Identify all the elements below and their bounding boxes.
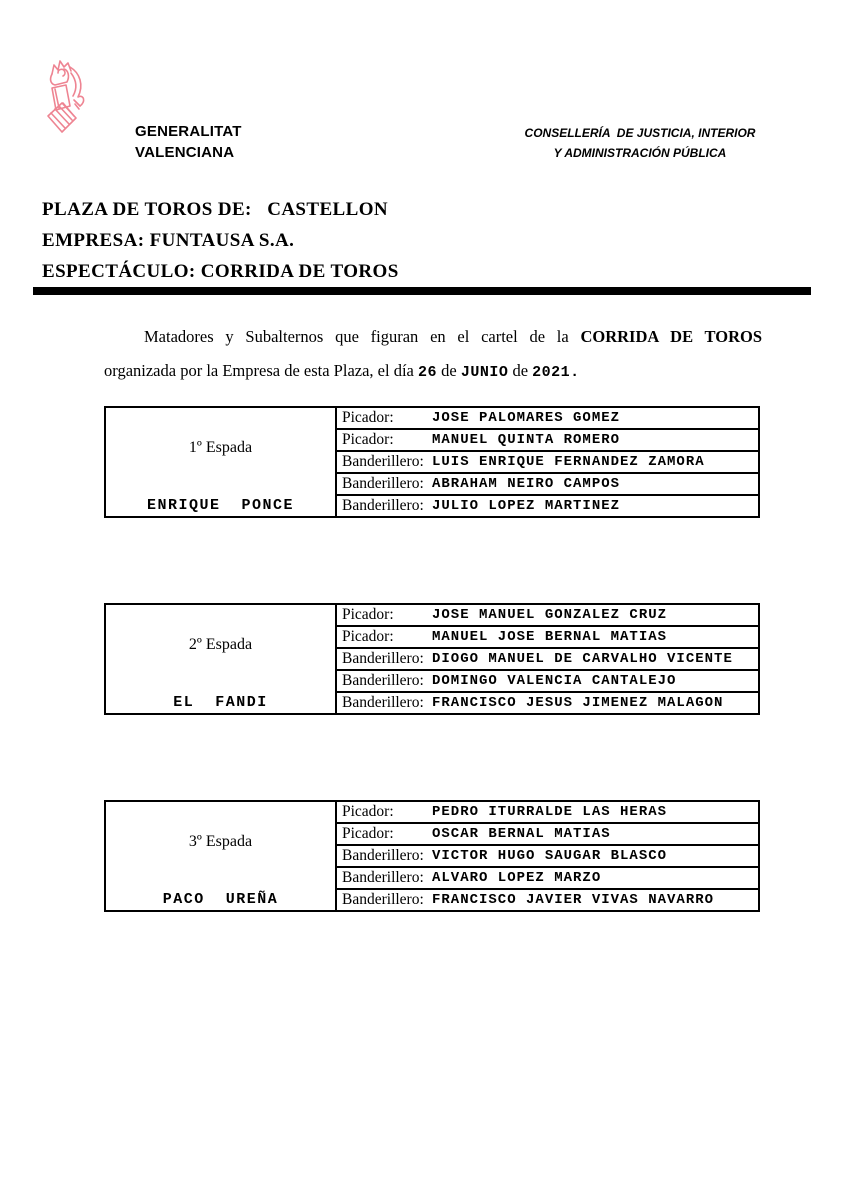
role-label: Picador: xyxy=(342,606,394,623)
table-row xyxy=(337,890,758,910)
intro-line1-text: Matadores y Subalternos que figuran en el cartel de la xyxy=(144,327,581,346)
table-row xyxy=(337,824,758,846)
role-label: Banderillero: xyxy=(342,891,424,908)
espada-cell xyxy=(106,802,337,910)
role-label: Picador: xyxy=(342,431,394,448)
role-label: Banderillero: xyxy=(342,694,424,711)
document-titles xyxy=(42,194,399,287)
event-month: JUNIO xyxy=(460,364,509,381)
intro-line2 xyxy=(104,354,762,390)
person-name: LUIS ENRIQUE FERNANDEZ ZAMORA xyxy=(432,454,705,470)
espada-label: 3º Espada xyxy=(188,833,253,850)
table-row xyxy=(337,452,758,474)
title-espectaculo: ESPECTÁCULO: CORRIDA DE TOROS xyxy=(42,261,399,282)
role-label: Picador: xyxy=(342,628,394,645)
department-line1: CONSELLERÍA DE JUSTICIA, INTERIOR xyxy=(524,126,756,140)
person-name: JOSE MANUEL GONZALEZ CRUZ xyxy=(432,607,668,623)
role-label: Picador: xyxy=(342,803,394,820)
person-name: FRANCISCO JAVIER VIVAS NAVARRO xyxy=(432,892,715,908)
role-label: Banderillero: xyxy=(342,497,424,514)
table-row xyxy=(337,496,758,516)
person-name: DIOGO MANUEL DE CARVALHO VICENTE xyxy=(432,651,733,667)
matador-name: EL FANDI xyxy=(173,694,268,711)
intro-sep1: de xyxy=(437,361,461,380)
role-label: Picador: xyxy=(342,409,394,426)
table-row xyxy=(337,868,758,890)
espada-label: 1º Espada xyxy=(188,439,253,456)
intro-line1-bold: CORRIDA DE TOROS xyxy=(580,327,763,346)
person-name: JULIO LOPEZ MARTINEZ xyxy=(432,498,621,514)
table-row xyxy=(337,802,758,824)
brand-name xyxy=(135,121,242,163)
cuadrilla-rows xyxy=(337,802,758,910)
table-row xyxy=(337,605,758,627)
department-line2: Y ADMINISTRACIÓN PÚBLICA xyxy=(553,146,727,160)
table-row xyxy=(337,649,758,671)
table-row xyxy=(337,430,758,452)
intro-line1 xyxy=(104,320,762,354)
espada-cell xyxy=(106,408,337,516)
intro-sep2: de xyxy=(508,361,533,380)
role-label: Picador: xyxy=(342,825,394,842)
person-name: OSCAR BERNAL MATIAS xyxy=(432,826,611,842)
person-name: ABRAHAM NEIRO CAMPOS xyxy=(432,476,621,492)
generalitat-valenciana-emblem-icon xyxy=(44,58,88,134)
event-day: 26 xyxy=(417,364,437,381)
table-row xyxy=(337,693,758,713)
title-plaza: PLAZA DE TOROS DE: CASTELLON xyxy=(42,199,388,220)
table-row xyxy=(337,846,758,868)
cuadrilla-table-1 xyxy=(104,406,760,518)
person-name: VICTOR HUGO SAUGAR BLASCO xyxy=(432,848,668,864)
role-label: Banderillero: xyxy=(342,453,424,470)
cuadrilla-table-2 xyxy=(104,603,760,715)
table-row xyxy=(337,671,758,693)
table-row xyxy=(337,408,758,430)
espada-label: 2º Espada xyxy=(188,636,253,653)
matador-name: ENRIQUE PONCE xyxy=(146,497,295,514)
cuadrilla-rows xyxy=(337,605,758,713)
role-label: Banderillero: xyxy=(342,650,424,667)
title-empresa: EMPRESA: FUNTAUSA S.A. xyxy=(42,230,295,251)
table-row xyxy=(337,474,758,496)
role-label: Banderillero: xyxy=(342,869,424,886)
event-year: 2021. xyxy=(532,364,580,381)
divider-rule xyxy=(33,287,811,295)
person-name: FRANCISCO JESUS JIMENEZ MALAGON xyxy=(432,695,724,711)
brand-line2: VALENCIANA xyxy=(135,144,235,161)
intro-paragraph xyxy=(104,320,762,390)
cuadrilla-table-3 xyxy=(104,800,760,912)
person-name: MANUEL JOSE BERNAL MATIAS xyxy=(432,629,668,645)
role-label: Banderillero: xyxy=(342,847,424,864)
table-row xyxy=(337,627,758,649)
person-name: DOMINGO VALENCIA CANTALEJO xyxy=(432,673,677,689)
person-name: PEDRO ITURRALDE LAS HERAS xyxy=(432,804,668,820)
department-name xyxy=(495,123,785,163)
person-name: JOSE PALOMARES GOMEZ xyxy=(432,410,621,426)
brand-line1: GENERALITAT xyxy=(135,123,242,140)
matador-name: PACO UREÑA xyxy=(162,891,279,908)
intro-line2-text: organizada por la Empresa de esta Plaza, el día xyxy=(104,361,418,380)
role-label: Banderillero: xyxy=(342,672,424,689)
cuadrilla-rows xyxy=(337,408,758,516)
role-label: Banderillero: xyxy=(342,475,424,492)
person-name: MANUEL QUINTA ROMERO xyxy=(432,432,621,448)
person-name: ALVARO LOPEZ MARZO xyxy=(432,870,602,886)
espada-cell xyxy=(106,605,337,713)
